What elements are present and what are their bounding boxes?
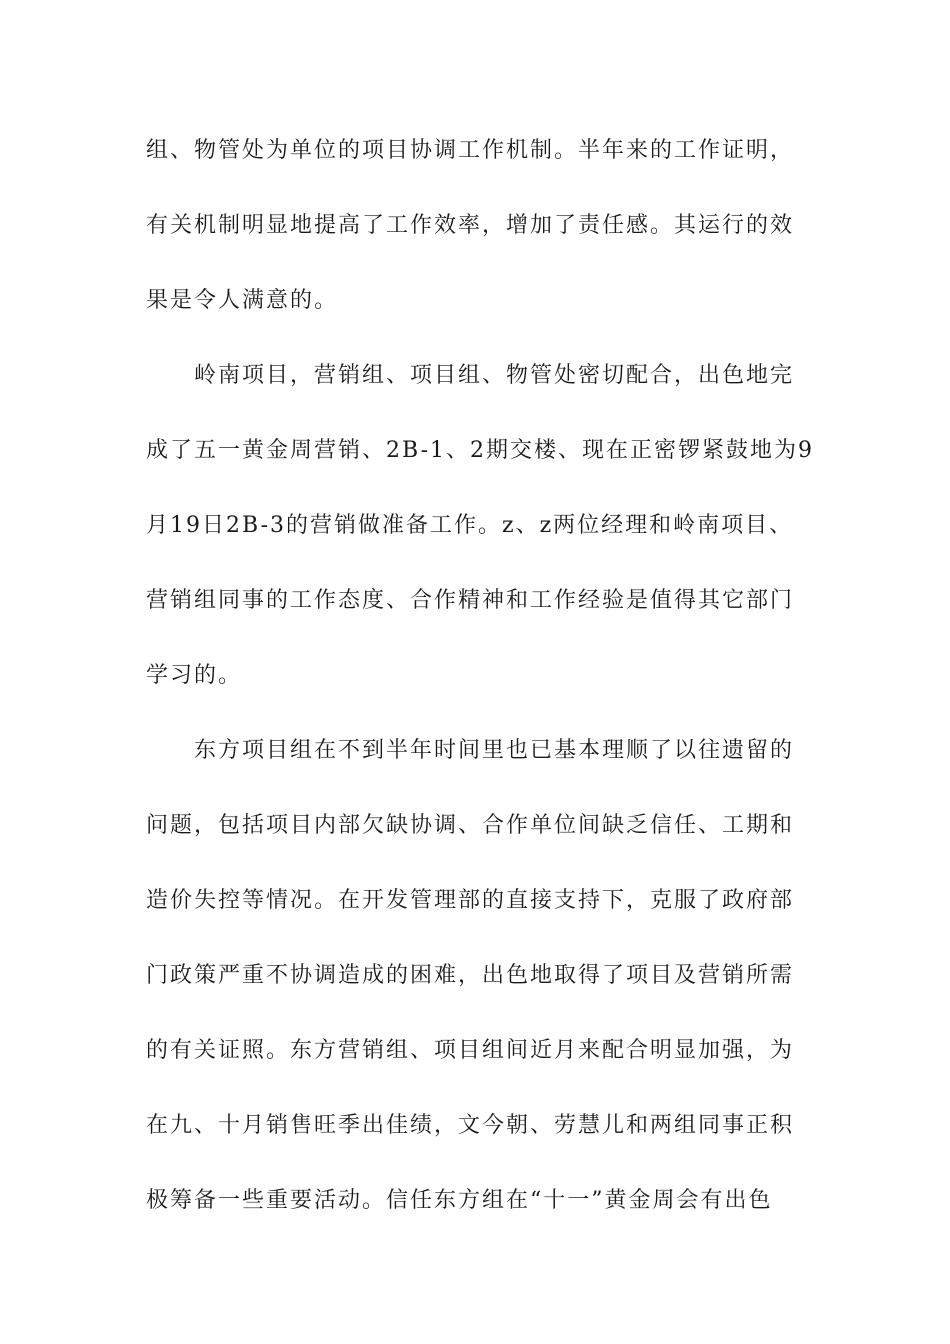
paragraph-line: 学习的。	[146, 663, 243, 688]
paragraph-line: 的有关证照。东方营销组、项目组间近月来配合明显加强，为	[146, 1038, 795, 1063]
paragraph-line: 有关机制明显地提高了工作效率，增加了责任感。其运行的效	[146, 213, 795, 238]
paragraph-line: 果是令人满意的。	[146, 288, 339, 313]
paragraph-line: 问题，包括项目内部欠缺协调、合作单位间缺乏信任、工期和	[146, 813, 795, 838]
paragraph-line: 成了五一黄金周营销、2B-1、2期交楼、现在正密锣紧鼓地为9	[146, 438, 814, 463]
paragraph-line: 岭南项目，营销组、项目组、物管处密切配合，出色地完	[194, 363, 795, 388]
paragraph-line: 在九、十月销售旺季出佳绩，文今朝、劳慧儿和两组同事正积	[146, 1113, 795, 1138]
paragraph-line: 组、物管处为单位的项目协调工作机制。半年来的工作证明，	[146, 138, 795, 163]
paragraph-line: 极筹备一些重要活动。信任东方组在“十一”黄金周会有出色	[146, 1188, 773, 1213]
paragraph-line: 月19日2B-3的营销做准备工作。z、z两位经理和岭南项目、	[146, 513, 794, 538]
paragraph-line: 营销组同事的工作态度、合作精神和工作经验是值得其它部门	[146, 588, 795, 613]
paragraph-line: 造价失控等情况。在开发管理部的直接支持下，克服了政府部	[146, 888, 795, 913]
paragraph-line: 东方项目组在不到半年时间里也已基本理顺了以往遗留的	[194, 738, 795, 763]
paragraph-line: 门政策严重不协调造成的困难，出色地取得了项目及营销所需	[146, 963, 795, 988]
